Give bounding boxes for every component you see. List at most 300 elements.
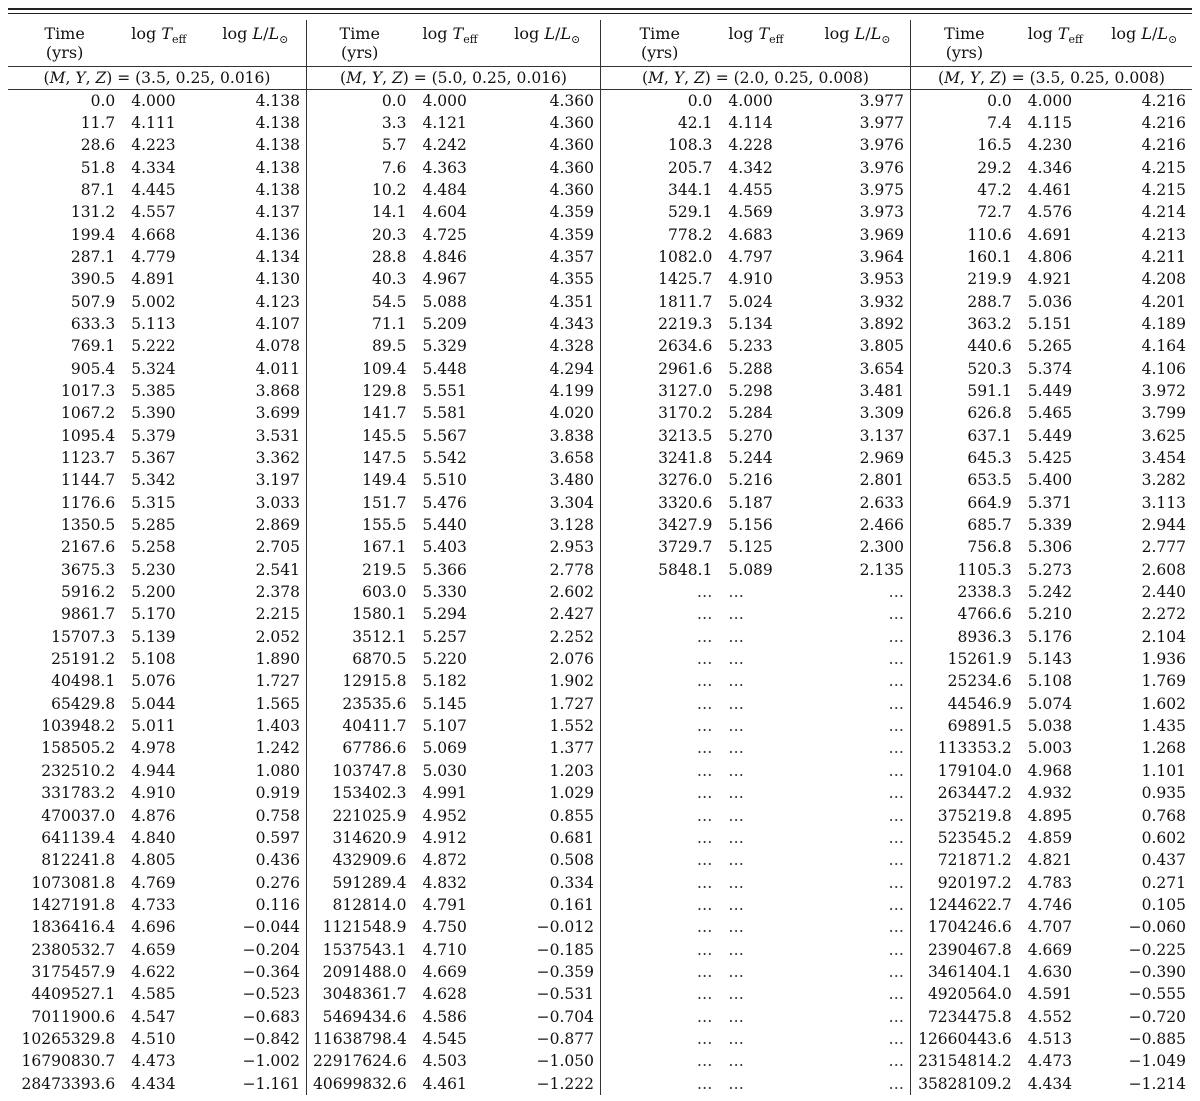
table-row bbox=[601, 358, 910, 380]
time-cell: 47.2 bbox=[977, 180, 1012, 199]
log-teff-cell: 5.170 bbox=[131, 605, 176, 624]
log-teff-cell: 5.187 bbox=[728, 493, 773, 512]
log-teff-cell: 4.228 bbox=[728, 136, 773, 155]
log-teff-cell: 5.088 bbox=[422, 292, 467, 311]
log-teff-cell: 4.891 bbox=[131, 270, 176, 289]
log-lum-cell: 2.801 bbox=[859, 471, 904, 490]
time-cell: 5.7 bbox=[381, 136, 407, 155]
log-teff-column-header bbox=[718, 20, 805, 66]
table-row bbox=[601, 1028, 910, 1050]
log-lum-label: log L/L bbox=[824, 24, 882, 43]
time-cell: 129.8 bbox=[362, 381, 407, 400]
log-lum-cell: 1.268 bbox=[1141, 739, 1186, 758]
log-teff-cell: 5.216 bbox=[728, 471, 773, 490]
log-teff-cell: 4.821 bbox=[1027, 851, 1073, 870]
log-lum-cell: −1.002 bbox=[242, 1052, 300, 1071]
log-teff-cell: 4.121 bbox=[422, 113, 467, 132]
log-teff-cell: 5.371 bbox=[1027, 493, 1073, 512]
table-row bbox=[601, 89, 910, 112]
log-lum-cell: 2.076 bbox=[549, 650, 594, 669]
log-teff-cell: 5.403 bbox=[422, 538, 467, 557]
log-teff-cell: 4.591 bbox=[1027, 985, 1073, 1004]
log-luminosity-column-header bbox=[805, 20, 910, 66]
time-cell: 3461404.1 bbox=[927, 962, 1012, 981]
time-cell: 9861.7 bbox=[60, 605, 116, 624]
table-row bbox=[911, 201, 1192, 223]
log-lum-cell: 2.440 bbox=[1141, 583, 1186, 602]
log-lum-cell: 4.215 bbox=[1141, 180, 1186, 199]
table-row bbox=[911, 246, 1192, 268]
log-lum-cell: −1.161 bbox=[242, 1074, 300, 1093]
log-teff-cell: 4.545 bbox=[422, 1029, 467, 1048]
log-teff-cell: 5.003 bbox=[1027, 739, 1073, 758]
log-lum-cell: 2.778 bbox=[549, 560, 594, 579]
table-row bbox=[307, 939, 600, 961]
log-teff-cell: … bbox=[728, 650, 744, 669]
log-lum-cell: 3.892 bbox=[859, 314, 904, 333]
log-lum-cell: 0.597 bbox=[255, 828, 300, 847]
log-lum-cell: −0.704 bbox=[536, 1007, 594, 1026]
log-lum-cell: 4.189 bbox=[1141, 314, 1186, 333]
log-teff-cell: … bbox=[728, 694, 744, 713]
log-lum-cell: 3.976 bbox=[859, 136, 904, 155]
time-cell: 29.2 bbox=[977, 158, 1012, 177]
log-teff-cell: 5.233 bbox=[728, 337, 773, 356]
log-teff-cell: 4.733 bbox=[131, 895, 176, 914]
table-row bbox=[307, 559, 600, 581]
time-cell: … bbox=[696, 851, 713, 870]
log-teff-cell: 4.859 bbox=[1027, 828, 1073, 847]
time-cell: 440.6 bbox=[967, 337, 1012, 356]
log-teff-cell: … bbox=[728, 583, 744, 602]
time-cell: 16790830.7 bbox=[21, 1052, 116, 1071]
log-lum-cell: 3.699 bbox=[255, 404, 300, 423]
table-row bbox=[8, 89, 306, 112]
log-teff-cell: 5.139 bbox=[131, 627, 176, 646]
time-cell: 390.5 bbox=[70, 270, 116, 289]
time-cell: 432909.6 bbox=[332, 851, 407, 870]
log-teff-cell: 5.265 bbox=[1027, 337, 1073, 356]
time-cell: 591.1 bbox=[967, 381, 1012, 400]
time-cell: 205.7 bbox=[668, 158, 713, 177]
table-row bbox=[601, 335, 910, 357]
table-row bbox=[911, 313, 1192, 335]
time-cell: 3127.0 bbox=[658, 381, 713, 400]
table-row bbox=[8, 782, 306, 804]
log-teff-cell: 5.036 bbox=[1027, 292, 1073, 311]
log-lum-cell: 3.953 bbox=[859, 270, 904, 289]
time-cell: 6870.5 bbox=[352, 650, 407, 669]
time-cell: 12660443.6 bbox=[918, 1029, 1012, 1048]
header-row bbox=[911, 20, 1192, 66]
table-row bbox=[911, 648, 1192, 670]
log-teff-cell: 5.125 bbox=[728, 538, 773, 557]
time-cell: 151.7 bbox=[362, 493, 407, 512]
log-lum-cell: −0.044 bbox=[242, 918, 300, 937]
table-row bbox=[601, 827, 910, 849]
table-row bbox=[601, 514, 910, 536]
table-row bbox=[911, 112, 1192, 134]
table-row bbox=[911, 157, 1192, 179]
table-row bbox=[911, 961, 1192, 983]
time-column-header bbox=[911, 20, 1018, 66]
log-lum-cell: 0.116 bbox=[255, 895, 300, 914]
log-lum-cell: 0.436 bbox=[255, 851, 300, 870]
log-lum-cell: 1.565 bbox=[255, 694, 300, 713]
time-cell: 12915.8 bbox=[342, 672, 407, 691]
time-cell: 1176.6 bbox=[60, 493, 116, 512]
time-cell: 219.5 bbox=[362, 560, 407, 579]
table-row bbox=[911, 603, 1192, 625]
time-cell: 1017.3 bbox=[60, 381, 116, 400]
table-row bbox=[307, 581, 600, 603]
log-lum-cell: … bbox=[888, 806, 904, 825]
table-row bbox=[911, 581, 1192, 603]
panel-3 bbox=[600, 20, 910, 1095]
table-row bbox=[911, 849, 1192, 871]
time-cell: 1121548.9 bbox=[322, 918, 407, 937]
log-lum-cell: … bbox=[888, 918, 904, 937]
log-lum-cell: −0.555 bbox=[1128, 985, 1186, 1004]
log-lum-cell: 4.357 bbox=[549, 247, 594, 266]
time-cell: 626.8 bbox=[967, 404, 1012, 423]
log-teff-cell: 4.484 bbox=[422, 180, 467, 199]
log-lum-cell: 4.136 bbox=[255, 225, 300, 244]
evolution-table bbox=[8, 20, 1192, 1095]
log-teff-cell: … bbox=[728, 627, 744, 646]
log-teff-cell: 5.044 bbox=[131, 694, 176, 713]
table-row bbox=[307, 335, 600, 357]
model-parameters: (M, Y, Z) = (5.0, 0.25, 0.016) bbox=[307, 66, 600, 89]
log-lum-cell: −0.359 bbox=[536, 962, 594, 981]
log-teff-cell: 4.805 bbox=[131, 851, 176, 870]
log-teff-cell: 5.134 bbox=[728, 314, 773, 333]
log-lum-cell: 3.625 bbox=[1141, 426, 1186, 445]
table-row bbox=[911, 380, 1192, 402]
table-row bbox=[8, 983, 306, 1005]
log-teff-cell: 5.465 bbox=[1027, 404, 1073, 423]
log-lum-cell: … bbox=[888, 605, 904, 624]
log-teff-cell: 5.551 bbox=[422, 381, 467, 400]
time-cell: 637.1 bbox=[967, 426, 1012, 445]
log-lum-cell: 1.403 bbox=[255, 717, 300, 736]
log-teff-cell: 4.230 bbox=[1027, 136, 1073, 155]
log-teff-cell: 5.385 bbox=[131, 381, 176, 400]
log-teff-cell: 5.257 bbox=[422, 627, 467, 646]
log-lum-cell: … bbox=[888, 828, 904, 847]
time-cell: 8936.3 bbox=[957, 627, 1012, 646]
log-teff-cell: 5.108 bbox=[1027, 672, 1073, 691]
log-teff-cell: 5.425 bbox=[1027, 449, 1073, 467]
table-row bbox=[8, 425, 306, 447]
time-cell: … bbox=[696, 650, 713, 669]
table-row bbox=[307, 134, 600, 156]
table-row bbox=[911, 402, 1192, 424]
log-lum-cell: 3.128 bbox=[549, 516, 594, 535]
time-cell: 0.0 bbox=[381, 91, 407, 110]
table-row bbox=[601, 402, 910, 424]
time-cell: 1105.3 bbox=[957, 560, 1012, 579]
time-cell: 23535.6 bbox=[342, 694, 407, 713]
log-lum-cell: 3.799 bbox=[1141, 404, 1186, 423]
time-cell: 1537543.1 bbox=[322, 940, 407, 959]
time-cell: 2634.6 bbox=[658, 337, 713, 356]
table-row bbox=[601, 760, 910, 782]
table-row bbox=[307, 201, 600, 223]
table-row bbox=[8, 402, 306, 424]
table-row bbox=[307, 112, 600, 134]
log-lum-cell: 1.552 bbox=[549, 717, 594, 736]
log-teff-cell: 5.089 bbox=[728, 560, 773, 579]
table-row bbox=[8, 693, 306, 715]
time-cell: 664.9 bbox=[967, 493, 1012, 512]
log-lum-cell: −1.214 bbox=[1128, 1074, 1186, 1093]
log-teff-label: log T bbox=[1027, 24, 1069, 43]
time-cell: 3729.7 bbox=[658, 538, 713, 557]
time-cell: 288.7 bbox=[967, 292, 1012, 311]
time-cell: 7234475.8 bbox=[927, 1007, 1012, 1026]
time-cell: 2091488.0 bbox=[322, 962, 407, 981]
table-row bbox=[307, 849, 600, 871]
log-teff-cell: 5.030 bbox=[422, 761, 467, 780]
log-lum-cell: 4.106 bbox=[1141, 359, 1186, 378]
table-row bbox=[307, 737, 600, 759]
time-column-header bbox=[8, 20, 121, 66]
log-teff-cell: 5.285 bbox=[131, 516, 176, 535]
time-cell: 375219.8 bbox=[937, 806, 1012, 825]
time-cell: … bbox=[696, 761, 713, 780]
time-cell: 109.4 bbox=[362, 359, 407, 378]
table-row bbox=[601, 1006, 910, 1028]
time-cell: … bbox=[696, 873, 713, 892]
log-lum-cell: 2.944 bbox=[1141, 516, 1186, 535]
log-teff-cell: 5.113 bbox=[131, 314, 176, 333]
log-teff-cell: 5.145 bbox=[422, 694, 467, 713]
log-teff-cell: 4.473 bbox=[131, 1052, 176, 1071]
table-row bbox=[8, 380, 306, 402]
table-row bbox=[911, 447, 1192, 469]
time-cell: 14.1 bbox=[371, 203, 407, 222]
time-cell: 523545.2 bbox=[937, 828, 1012, 847]
log-teff-cell: 5.242 bbox=[1027, 583, 1073, 602]
log-lum-cell: 4.359 bbox=[549, 225, 594, 244]
table-row bbox=[601, 603, 910, 625]
sun-subscript: ⊙ bbox=[571, 33, 581, 47]
time-cell: 769.1 bbox=[70, 337, 116, 356]
log-teff-cell: 5.324 bbox=[131, 359, 176, 378]
log-lum-cell: 4.130 bbox=[255, 270, 300, 289]
log-teff-cell: 4.991 bbox=[422, 784, 467, 803]
time-cell: 529.1 bbox=[668, 203, 713, 222]
log-teff-cell: 4.876 bbox=[131, 806, 176, 825]
log-lum-cell: −0.185 bbox=[536, 940, 594, 959]
sun-subscript: ⊙ bbox=[1167, 33, 1178, 47]
log-lum-cell: 0.276 bbox=[255, 873, 300, 892]
table-row bbox=[601, 670, 910, 692]
time-cell: … bbox=[696, 828, 713, 847]
log-lum-cell: 2.104 bbox=[1141, 627, 1186, 646]
time-cell: 1836416.4 bbox=[31, 918, 116, 937]
log-lum-cell: 2.466 bbox=[859, 516, 904, 535]
table-row bbox=[307, 1006, 600, 1028]
time-cell: 15261.9 bbox=[947, 650, 1012, 669]
table-row bbox=[911, 760, 1192, 782]
log-teff-cell: 5.374 bbox=[1027, 359, 1073, 378]
log-lum-cell: −0.683 bbox=[242, 1007, 300, 1026]
time-cell: 263447.2 bbox=[937, 784, 1012, 803]
time-cell: 2338.3 bbox=[957, 583, 1012, 602]
log-lum-cell: 1.242 bbox=[255, 739, 300, 758]
log-teff-cell: 5.220 bbox=[422, 650, 467, 669]
log-lum-cell: 4.216 bbox=[1141, 136, 1186, 155]
time-cell: 11638798.4 bbox=[313, 1029, 407, 1048]
time-cell: 155.5 bbox=[362, 516, 407, 535]
table-row bbox=[307, 179, 600, 201]
log-lum-cell: 3.137 bbox=[859, 426, 904, 445]
log-lum-cell: 4.199 bbox=[549, 381, 594, 400]
time-cell: 344.1 bbox=[668, 180, 713, 199]
table-row bbox=[8, 514, 306, 536]
table-row bbox=[911, 291, 1192, 313]
table-row bbox=[601, 246, 910, 268]
log-luminosity-column-header bbox=[495, 20, 601, 66]
time-cell: 25191.2 bbox=[51, 650, 116, 669]
top-double-rule-inner bbox=[8, 13, 1192, 14]
log-teff-cell: 4.445 bbox=[131, 180, 176, 199]
parameter-row bbox=[911, 66, 1192, 89]
time-cell: 40.3 bbox=[371, 270, 407, 289]
log-luminosity-column-header bbox=[205, 20, 306, 66]
log-teff-cell: 4.114 bbox=[728, 113, 773, 132]
parameter-row bbox=[601, 66, 910, 89]
log-teff-cell: 4.513 bbox=[1027, 1029, 1073, 1048]
log-teff-cell: 5.379 bbox=[131, 426, 176, 445]
log-teff-cell: 4.503 bbox=[422, 1052, 467, 1071]
time-cell: 28.8 bbox=[371, 247, 407, 266]
table-row bbox=[307, 536, 600, 558]
log-teff-cell: 4.750 bbox=[422, 918, 467, 937]
time-cell: 812814.0 bbox=[332, 895, 407, 914]
time-cell: 5848.1 bbox=[658, 560, 713, 579]
time-cell: 1580.1 bbox=[352, 605, 407, 624]
table-row bbox=[911, 715, 1192, 737]
log-teff-cell: 4.910 bbox=[131, 784, 176, 803]
table-row bbox=[601, 559, 910, 581]
time-cell: 1811.7 bbox=[658, 292, 713, 311]
log-lum-cell: 4.078 bbox=[255, 337, 300, 356]
time-label: Time bbox=[944, 24, 985, 43]
table-row bbox=[307, 603, 600, 625]
table-row bbox=[911, 872, 1192, 894]
time-unit-label: (yrs) bbox=[945, 43, 984, 62]
log-lum-cell: 0.161 bbox=[549, 895, 594, 914]
sun-subscript: ⊙ bbox=[279, 33, 289, 47]
time-cell: 158505.2 bbox=[41, 739, 116, 758]
log-teff-cell: 5.151 bbox=[1027, 314, 1073, 333]
log-lum-cell: … bbox=[888, 761, 904, 780]
log-teff-cell: … bbox=[728, 1052, 744, 1071]
table-row bbox=[601, 1050, 910, 1072]
table-row bbox=[8, 224, 306, 246]
log-lum-cell: 0.602 bbox=[1141, 828, 1186, 847]
time-label: Time bbox=[44, 24, 85, 43]
log-teff-cell: 5.002 bbox=[131, 292, 176, 311]
table-row bbox=[8, 201, 306, 223]
log-teff-cell: 5.069 bbox=[422, 739, 467, 758]
log-lum-cell: −0.060 bbox=[1128, 918, 1186, 937]
table-row bbox=[601, 961, 910, 983]
log-teff-cell: 4.659 bbox=[131, 940, 176, 959]
table-row bbox=[8, 246, 306, 268]
log-teff-label: log T bbox=[422, 24, 464, 43]
table-row bbox=[307, 157, 600, 179]
log-teff-cell: 5.011 bbox=[131, 717, 176, 736]
time-unit-label: (yrs) bbox=[45, 43, 84, 62]
log-lum-cell: 3.838 bbox=[549, 426, 594, 445]
table-row bbox=[601, 447, 910, 469]
time-cell: 10.2 bbox=[371, 180, 407, 199]
log-lum-cell: 0.681 bbox=[549, 828, 594, 847]
time-cell: 42.1 bbox=[677, 113, 713, 132]
log-teff-cell: … bbox=[728, 985, 744, 1004]
time-cell: … bbox=[696, 1007, 713, 1026]
log-lum-cell: 4.355 bbox=[549, 270, 594, 289]
log-lum-cell: −0.523 bbox=[242, 985, 300, 1004]
log-lum-cell: … bbox=[888, 985, 904, 1004]
time-cell: 67786.6 bbox=[342, 739, 407, 758]
table-row bbox=[601, 492, 910, 514]
table-row bbox=[8, 447, 306, 469]
log-lum-cell: 2.272 bbox=[1141, 605, 1186, 624]
log-lum-cell: … bbox=[888, 1052, 904, 1071]
log-teff-cell: 5.210 bbox=[1027, 605, 1073, 624]
log-lum-cell: 4.360 bbox=[549, 180, 594, 199]
time-cell: 7011900.6 bbox=[31, 1007, 116, 1026]
log-lum-cell: 4.360 bbox=[549, 113, 594, 132]
log-lum-cell: 4.138 bbox=[255, 91, 300, 110]
time-cell: 603.0 bbox=[362, 583, 407, 602]
table-row bbox=[911, 805, 1192, 827]
time-cell: 3512.1 bbox=[352, 627, 407, 646]
log-teff-cell: 4.342 bbox=[728, 158, 773, 177]
log-lum-cell: 3.969 bbox=[859, 225, 904, 244]
table-row bbox=[911, 224, 1192, 246]
log-teff-cell: 5.339 bbox=[1027, 516, 1073, 535]
table-row bbox=[8, 916, 306, 938]
log-teff-cell: 4.746 bbox=[1027, 895, 1073, 914]
log-teff-cell: … bbox=[728, 895, 744, 914]
time-cell: 110.6 bbox=[967, 225, 1012, 244]
time-cell: 51.8 bbox=[80, 158, 116, 177]
log-lum-cell: 0.508 bbox=[549, 851, 594, 870]
log-lum-cell: 3.805 bbox=[859, 337, 904, 356]
log-teff-label: log T bbox=[131, 24, 172, 43]
log-lum-cell: 2.602 bbox=[549, 583, 594, 602]
time-cell: 685.7 bbox=[967, 516, 1012, 535]
log-teff-cell: 4.910 bbox=[728, 270, 773, 289]
time-cell: 1067.2 bbox=[60, 404, 116, 423]
table-row bbox=[307, 983, 600, 1005]
time-cell: 1073081.8 bbox=[31, 873, 116, 892]
log-lum-cell: 0.919 bbox=[255, 784, 300, 803]
log-lum-cell: 2.427 bbox=[549, 605, 594, 624]
teff-subscript: eff bbox=[1068, 33, 1083, 47]
table-row bbox=[8, 648, 306, 670]
log-teff-cell: 4.696 bbox=[131, 918, 176, 937]
log-teff-cell: 4.967 bbox=[422, 270, 467, 289]
table-row bbox=[601, 939, 910, 961]
sun-subscript: ⊙ bbox=[881, 33, 891, 47]
